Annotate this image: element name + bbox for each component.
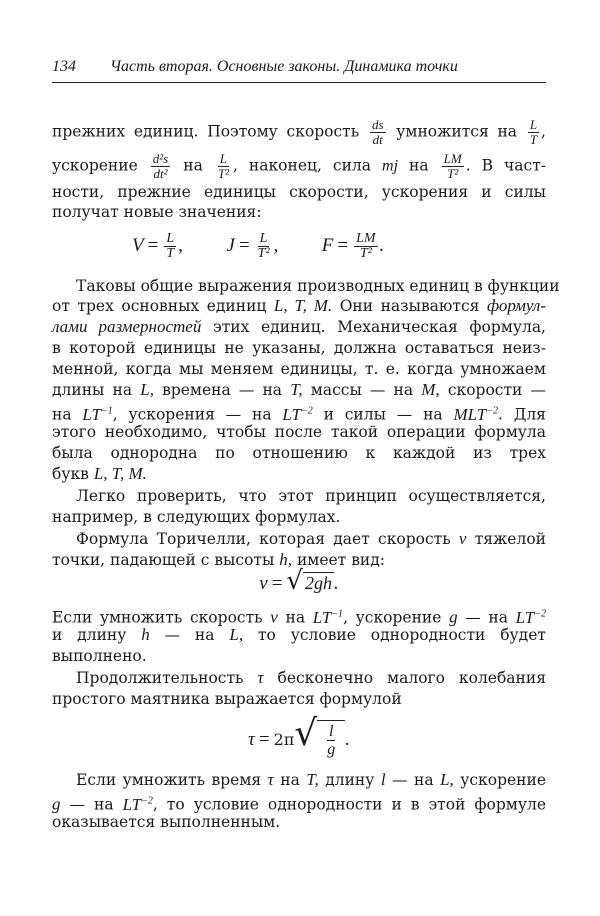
text-run: , наконец, сила xyxy=(232,156,372,175)
math-T: T, xyxy=(290,380,303,399)
formula-torricelli xyxy=(52,566,546,596)
text-run: от трех основных единиц xyxy=(52,297,267,315)
fraction-d2s-dt2: $\frac{\text{d²s}}{\text{dt²}}$ xyxy=(152,151,169,181)
text-run: длину xyxy=(325,771,375,789)
text-line xyxy=(52,625,546,645)
math-LT-1: $LT^{-1}$ xyxy=(82,404,113,424)
fraction-LM-T2: $\frac{LM}{\text{T²}}$ xyxy=(356,231,376,261)
running-title: Часть вторая. Основные законы. Динамика точки xyxy=(110,58,458,75)
math-J: J xyxy=(226,234,235,256)
formula-units: V = $\frac{L}{T}$ , J = $\frac{L}{\text{T²}}$ , F = $\frac{LM}{\text{T²}}$ . xyxy=(132,231,385,261)
math-h: h xyxy=(141,625,150,644)
text-run: , xyxy=(541,122,546,141)
fraction-L-T2: $\frac{L}{\text{T²}}$ xyxy=(217,151,229,181)
text-line xyxy=(76,529,546,549)
text-run: и длину xyxy=(52,626,127,644)
text-run: — на xyxy=(69,795,114,814)
equals-sign: = xyxy=(271,573,283,594)
text-run: то условие однородности будет xyxy=(257,626,546,644)
text-run: Формула Торичелли, которая дает скорость xyxy=(76,530,451,548)
text-line: ности, прежние единицы скорости, ускорения и силы xyxy=(52,183,546,201)
text-line xyxy=(52,118,546,147)
math-tau: τ xyxy=(257,668,264,687)
fraction-ds-dt: $\frac{ds}{dt}$ xyxy=(371,117,384,147)
text-run: ускорение xyxy=(52,156,138,175)
text-run: прежних единиц. Поэтому скорость xyxy=(52,122,360,141)
text-run: ускорение xyxy=(460,771,546,789)
math-F: F xyxy=(321,234,334,256)
equals-sign: = xyxy=(337,234,349,256)
text-run: — на xyxy=(392,771,434,789)
term-italic: лами размерностей xyxy=(52,317,202,336)
text-run: , то условие однородности и в этой формуле xyxy=(152,795,546,814)
period: . xyxy=(333,573,339,594)
math-LT-2: $LT^{-2}$ xyxy=(515,607,546,627)
text-line xyxy=(52,152,546,181)
text-run: массы — на xyxy=(310,381,414,399)
text-run: на xyxy=(409,156,429,175)
text-line: оказывается выполненным. xyxy=(52,813,281,831)
text-run: умножится на xyxy=(396,122,518,141)
text-line xyxy=(52,296,546,316)
text-run: на xyxy=(183,156,203,175)
math-LT-2: $LT^{-2}$ xyxy=(122,794,153,814)
text-run: тяжелой xyxy=(474,530,546,548)
text-run: , ускорение xyxy=(343,608,442,627)
text-line xyxy=(52,464,546,484)
running-header xyxy=(52,58,546,76)
text-line: менной, когда мы меняем единицы, т. е. когда умножаем xyxy=(52,360,546,378)
text-line: Легко проверить, что этот принцип осуществляется, xyxy=(76,487,546,505)
math-L: L, xyxy=(140,380,154,399)
text-run: Продолжительность xyxy=(76,669,244,687)
math-T: T, xyxy=(306,770,319,789)
text-run: бесконечно малого колебания xyxy=(277,669,546,687)
period: . xyxy=(345,729,350,750)
text-run: скорости — xyxy=(447,381,546,399)
text-run: на xyxy=(52,405,72,424)
math-MLT-2: $MLT^{-2}$ xyxy=(453,404,498,424)
formula-pendulum xyxy=(52,713,546,758)
text-run: точки, падающей с высоты xyxy=(52,551,275,569)
text-line: в которой единицы не указаны, должна оставаться неиз- xyxy=(52,339,546,357)
text-run: на xyxy=(280,771,300,789)
text-line xyxy=(52,317,546,337)
text-run: . В част- xyxy=(465,156,547,175)
page-number: 134 xyxy=(52,58,76,75)
math-v: v xyxy=(259,573,268,594)
text-line: получат новые значения: xyxy=(52,203,262,221)
math-V: V xyxy=(132,234,144,256)
text-line: была однородна по отношению к каждой из трех xyxy=(52,444,546,462)
text-run: Если умножить время xyxy=(76,771,262,789)
equals-sign: = xyxy=(147,234,159,256)
equals-sign: = xyxy=(238,234,250,256)
text-line: Таковы общие выражения производных единиц в функции xyxy=(76,277,560,295)
text-run: Они называются xyxy=(339,297,480,315)
sqrt-sign: √ xyxy=(286,566,303,596)
sqrt-sign: √ xyxy=(294,713,318,754)
text-line xyxy=(76,770,546,790)
fraction-L-T2: $\frac{L}{\text{T²}}$ xyxy=(257,231,270,261)
math-LT-2: $LT^{-2}$ xyxy=(282,404,313,424)
text-run: — на xyxy=(164,626,215,644)
fraction-L-T: $\frac{L}{T}$ xyxy=(166,231,175,261)
math-v: v xyxy=(458,529,467,548)
text-run: букв xyxy=(52,465,89,483)
text-run: — на xyxy=(465,608,508,627)
text-line: выполнено. xyxy=(52,647,147,665)
text-run: на xyxy=(285,608,306,627)
math-tau: τ xyxy=(267,770,274,789)
math-LT-1: $LT^{-1}$ xyxy=(312,607,344,627)
math-M: M, xyxy=(421,380,440,399)
math-g: g xyxy=(449,607,458,627)
math-L: L, xyxy=(440,770,454,789)
coefficient: 2π xyxy=(273,730,295,749)
text-line xyxy=(76,668,546,688)
header-rule xyxy=(52,82,546,83)
text-line: этого необходимо, чтобы после такой операции формула xyxy=(52,423,546,441)
math-g: g xyxy=(52,794,61,814)
text-run: Если умножить скорость xyxy=(52,608,263,627)
text-line: например, в следующих формулах. xyxy=(52,508,341,526)
fraction-LM-T2: $\frac{LM}{\text{T²}}$ xyxy=(443,151,462,181)
text-run: , ускорения — на xyxy=(112,405,272,424)
math-h: h, xyxy=(279,550,293,569)
text-line xyxy=(52,380,546,400)
text-run: длины на xyxy=(52,381,133,399)
term-italic: формул- xyxy=(486,296,546,315)
text-run: времена — на xyxy=(162,381,283,399)
math-vars: L, T, M. xyxy=(273,296,333,315)
math-mj: mj xyxy=(382,157,399,175)
text-run: . Для xyxy=(497,405,546,424)
math-l: l xyxy=(380,770,386,789)
radicand: 2gh xyxy=(304,573,332,593)
text-run: и силы — на xyxy=(323,405,443,424)
math-tau: τ xyxy=(248,729,255,750)
math-vars: L, T, M. xyxy=(93,464,147,483)
text-line: простого маятника выражается формулой xyxy=(52,690,402,708)
math-L: L, xyxy=(229,625,244,644)
radicand: $\frac{l}{g}$ xyxy=(317,720,345,758)
text-run: этих единиц. Механическая формула, xyxy=(213,318,546,336)
text-run: имеет вид: xyxy=(296,551,386,569)
fraction-L-T: $\frac{L}{T}$ xyxy=(529,117,538,147)
math-v: v xyxy=(270,607,278,627)
equals-sign: = xyxy=(258,729,270,750)
